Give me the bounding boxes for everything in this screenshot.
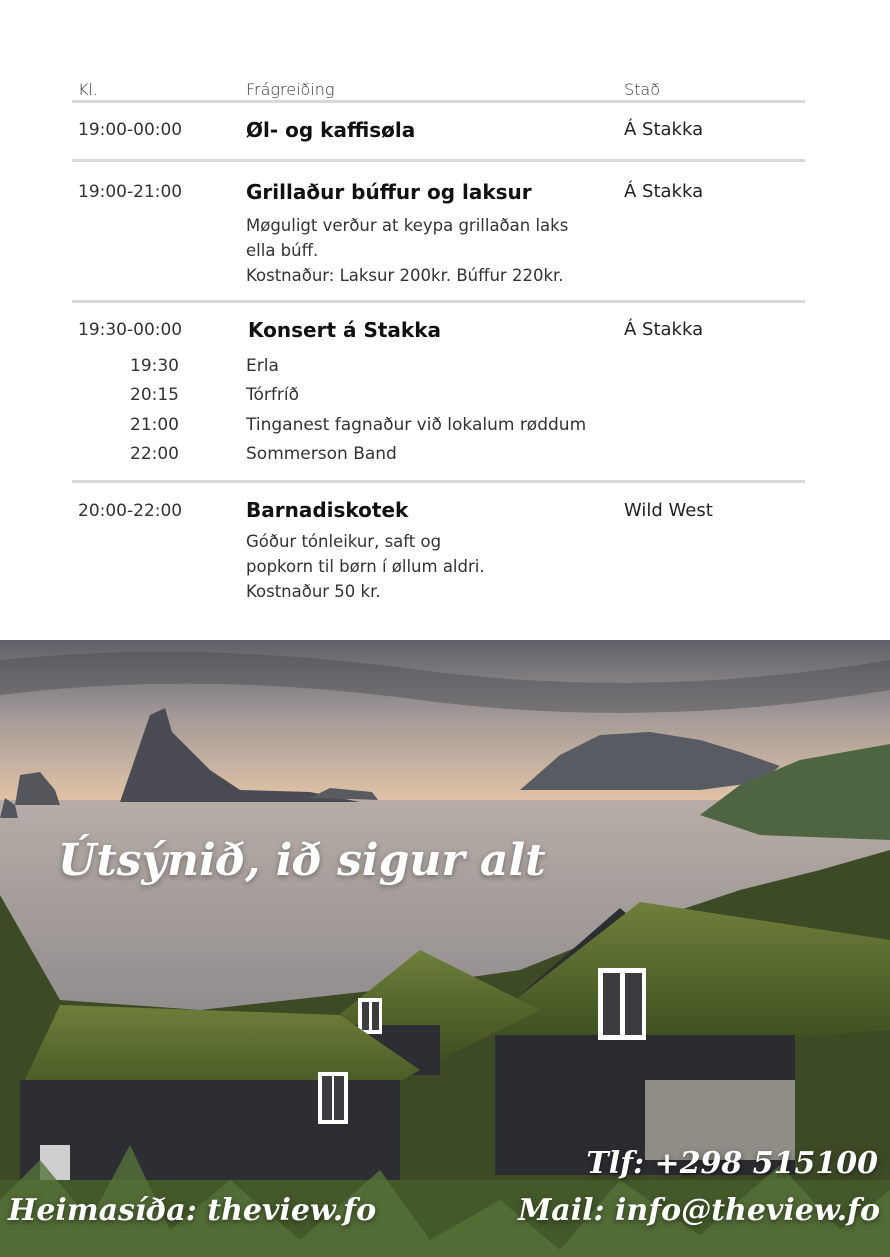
row-time: 19:00-21:00 [78,182,183,202]
description-line: Kostnaður 50 kr. [246,582,381,601]
description-line: Kostnaður: Laksur 200kr. Búffur 220kr. [246,266,564,285]
act-name: Sommerson Band [246,444,397,464]
header-description: Frágreiðing [246,80,335,99]
email-link[interactable]: Mail: info@theview.fo [518,1193,880,1228]
header-place: Stað [624,80,661,99]
description-line: ella búff. [246,241,319,260]
row-description [246,213,568,288]
schedule-row [72,103,805,159]
row-time: 19:00-00:00 [78,120,183,140]
schedule-row [72,483,805,613]
slogan: Útsýnið, ið sigur alt [58,835,546,886]
row-title: Barnadiskotek [246,498,409,522]
row-time: 20:00-22:00 [78,501,183,521]
row-place: Á Stakka [624,319,704,340]
schedule-row [72,303,805,480]
row-title: Grillaður búffur og laksur [246,180,532,204]
description-line: popkorn til børn í øllum aldri. [246,557,485,576]
row-title: Konsert á Stakka [248,318,441,342]
header-time: Kl. [78,80,99,99]
row-title: Øl- og kaffisøla [246,118,416,142]
row-time: 19:30-00:00 [78,320,183,340]
act-name: Erla [246,356,279,376]
description-line: Góður tónleikur, saft og [246,532,442,551]
description-line: Møguligt verður at keypa grillaðan laks [246,216,569,235]
schedule-row [72,162,805,300]
row-place: Á Stakka [624,119,704,140]
website-link[interactable]: Heimasíða: theview.fo [8,1193,377,1228]
act-time: 22:00 [130,444,179,464]
row-place: Á Stakka [624,181,704,202]
act-time: 19:30 [130,356,179,376]
row-place: Wild West [624,500,713,521]
act-time: 20:15 [130,385,179,405]
act-name: Tinganest fagnaður við lokalum røddum [246,415,587,435]
schedule-table [72,70,805,613]
schedule-header [72,70,805,100]
act-name: Tórfríð [246,385,299,405]
act-time: 21:00 [130,415,179,435]
row-description [246,529,485,604]
phone-number[interactable]: Tlf: +298 515100 [586,1146,878,1181]
